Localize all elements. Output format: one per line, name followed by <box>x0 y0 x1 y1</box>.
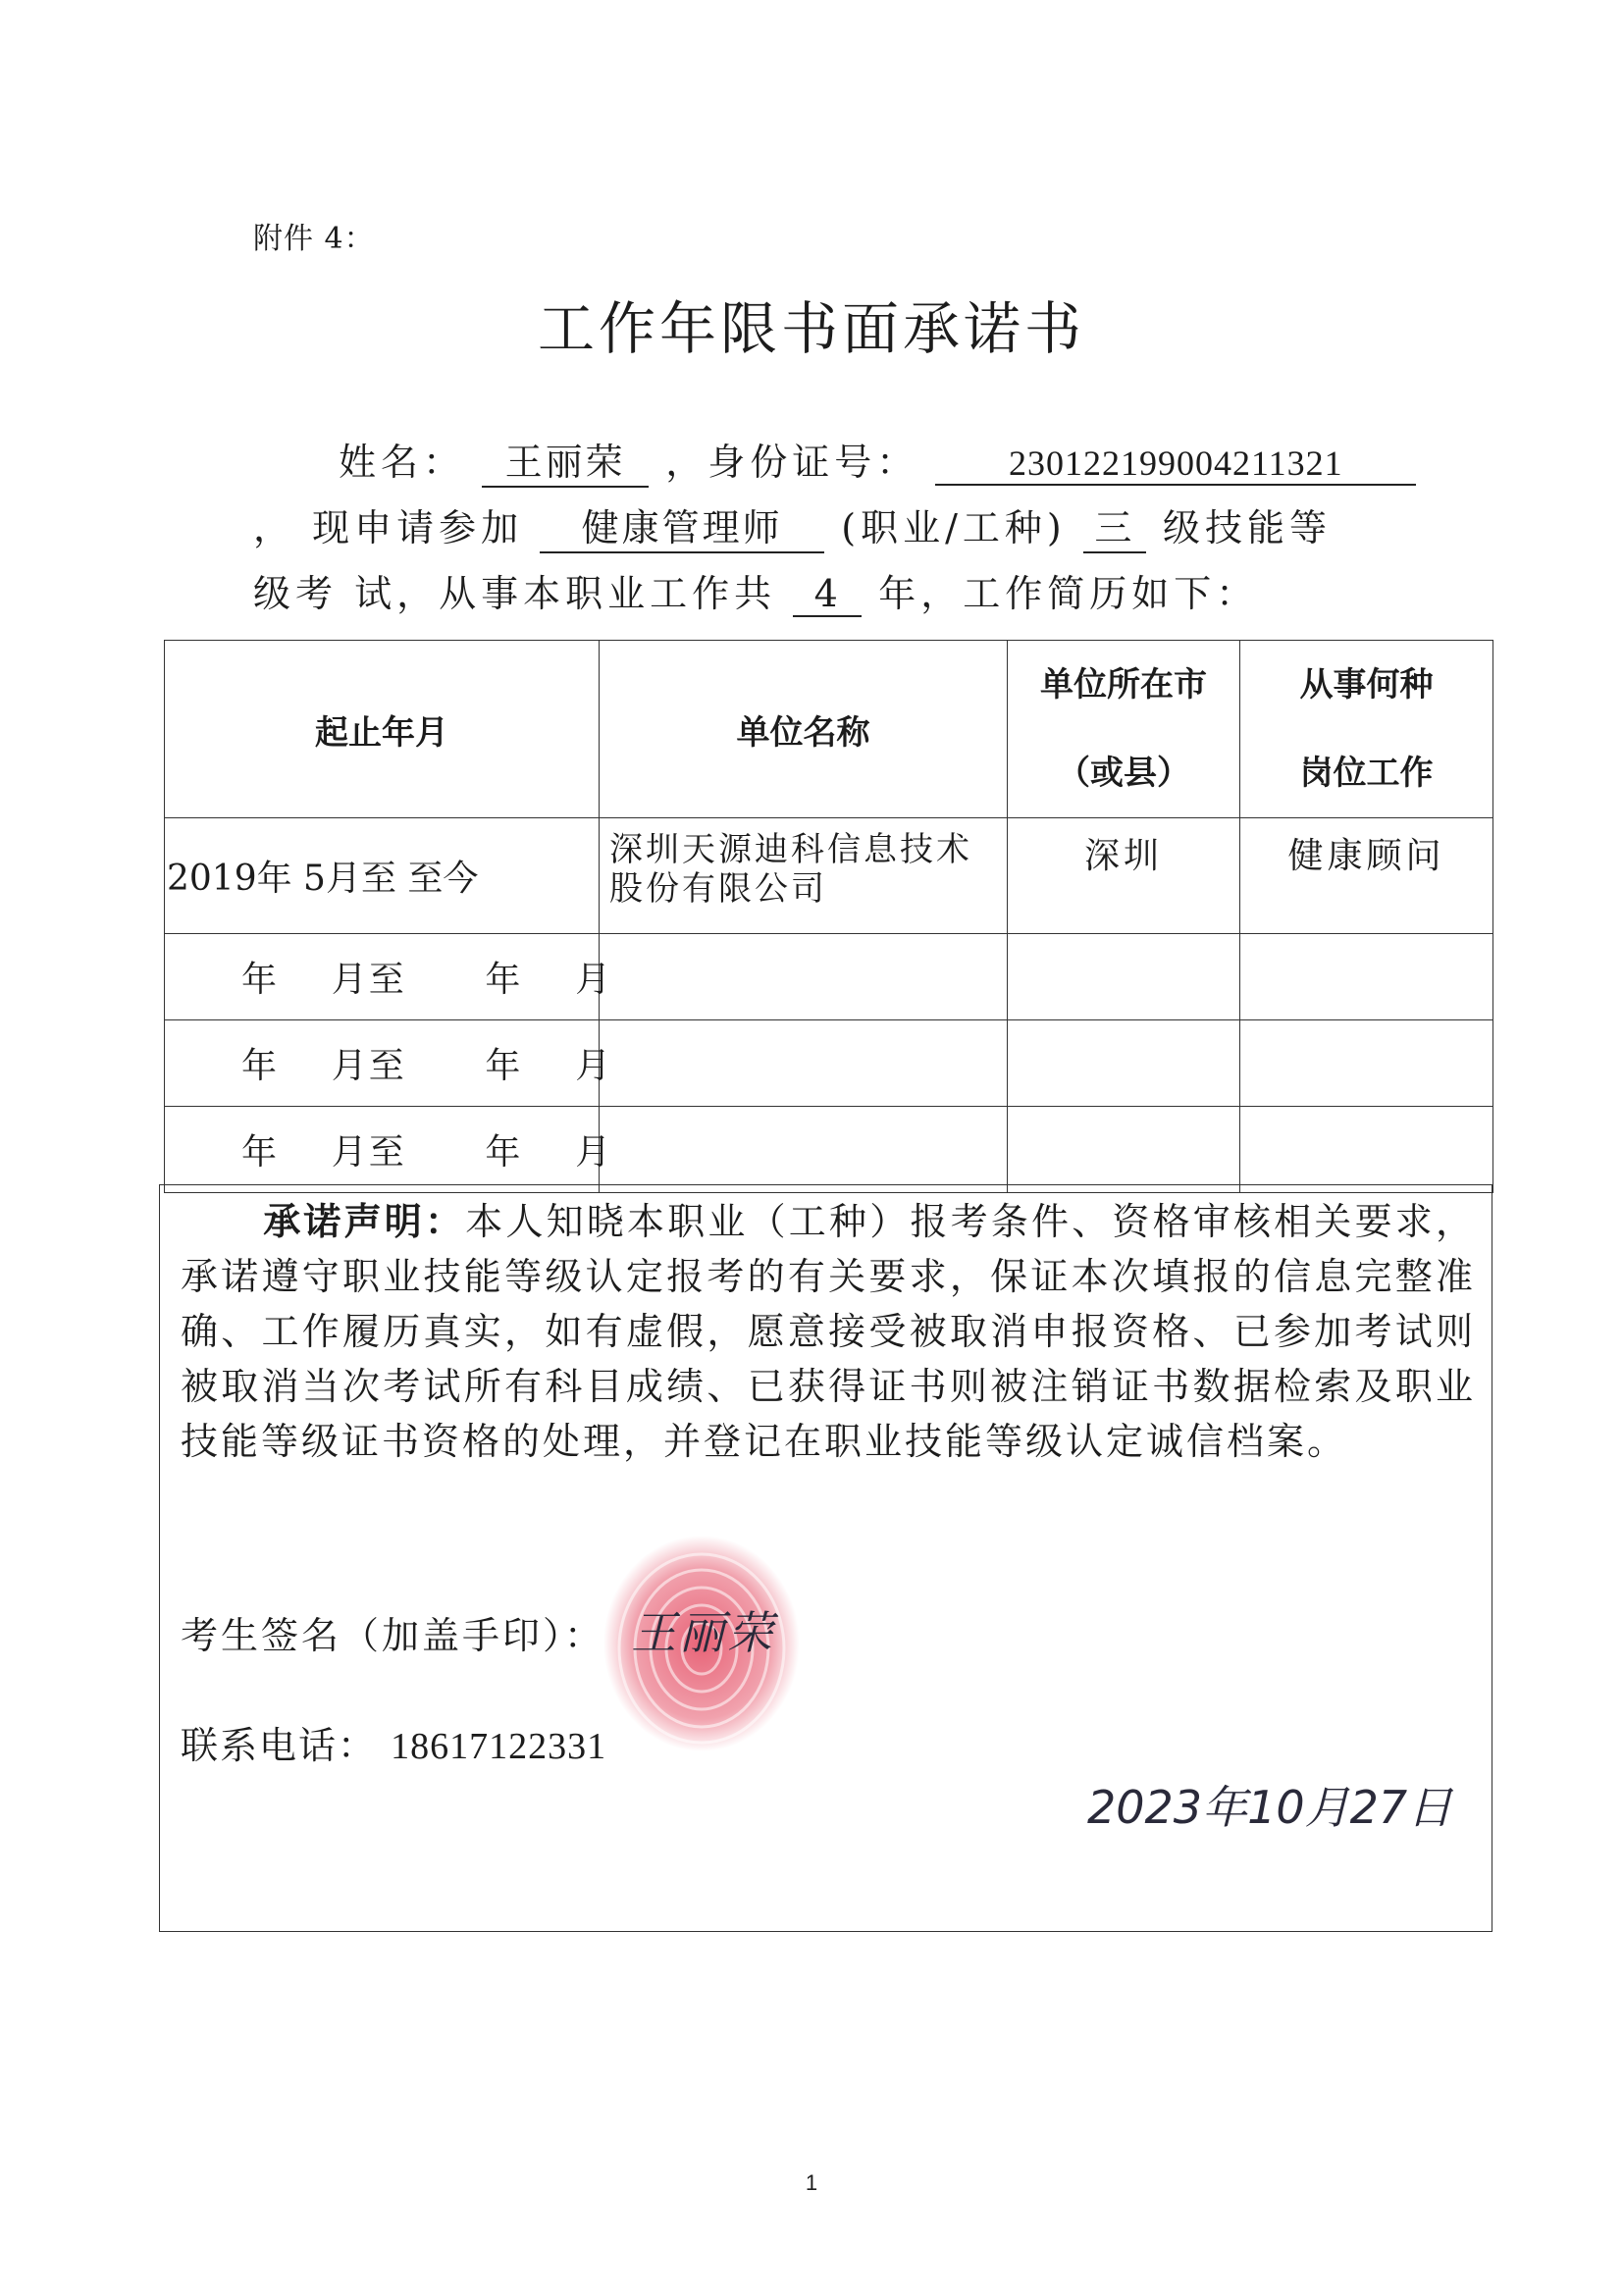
attachment-label: 附件 4： <box>253 222 375 256</box>
row-city <box>1008 1020 1240 1107</box>
declaration-paragraph <box>181 1194 1476 1469</box>
handwritten-date: 2023年10月27日 <box>1087 1781 1453 1834</box>
apply-prefix: ， 现申请参加 <box>253 506 524 549</box>
phone-row <box>181 1715 606 1769</box>
header-period: 起止年月 <box>165 641 600 818</box>
id-label: ，身份证号： <box>665 441 919 484</box>
row-company <box>600 934 1008 1020</box>
declaration-text: 本人知晓本职业（工种）报考条件、资格审核相关要求，承诺遵守职业技能等级认定报考的有关要求，保证本次填报的信息完整准确、工作履历真实，如有虚假，愿意接受被取消申报资格、已参加考试则被取消当次考试所有科目成绩、已获得证书则被注销证书数据检索及职业技能等级证书资格的处理，并登记在职业技能等级认定诚信档案。 <box>181 1200 1476 1463</box>
level-suffix: 级技能等 <box>1162 506 1332 549</box>
header-city: 单位所在市 （或县） <box>1008 641 1240 818</box>
exam-prefix: 级考 试，从事本职业工作共 <box>253 572 777 615</box>
occupation-field: 健康管理师 <box>540 497 824 553</box>
row-period: 年 月至 年 月 <box>165 1107 600 1193</box>
phone-label: 联系电话： <box>181 1724 378 1767</box>
document-title: 工作年限书面承诺书 <box>537 295 1085 362</box>
applicant-line-1 <box>339 432 1416 488</box>
phone-number: 18617122331 <box>391 1726 607 1767</box>
years-suffix: 年，工作简历如下： <box>878 572 1259 615</box>
table-row <box>165 1107 1493 1193</box>
id-number-field: 230122199004211321 <box>935 443 1416 486</box>
header-company: 单位名称 <box>600 641 1008 818</box>
row-city <box>1008 1107 1240 1193</box>
signature-row <box>181 1597 775 1662</box>
signature-label: 考生签名（加盖手印）： <box>181 1614 605 1657</box>
row-company <box>600 1020 1008 1107</box>
row-period: 2019年 5月至 至今 <box>165 818 600 934</box>
row-city <box>1008 934 1240 1020</box>
years-field: 4 <box>793 572 862 617</box>
declaration-heading: 承诺声明： <box>263 1200 466 1243</box>
row-period: 年 月至 年 月 <box>165 1020 600 1107</box>
page-number: 1 <box>805 2170 818 2195</box>
row-post <box>1240 934 1493 1020</box>
header-post: 从事何种 岗位工作 <box>1240 641 1493 818</box>
handwritten-signature: 王丽荣 <box>631 1606 776 1659</box>
work-history-table <box>164 640 1493 1193</box>
applicant-line-2 <box>253 497 1332 553</box>
level-field: 三 <box>1083 497 1146 553</box>
table-row <box>165 934 1493 1020</box>
row-period: 年 月至 年 月 <box>165 934 600 1020</box>
row-post <box>1240 1020 1493 1107</box>
table-row <box>165 818 1493 934</box>
applicant-line-3 <box>253 563 1258 617</box>
row-company <box>600 1107 1008 1193</box>
row-city: 深圳 <box>1008 818 1240 934</box>
row-post: 健康顾问 <box>1240 818 1493 934</box>
row-company: 深圳天源迪科信息技术股份有限公司 <box>600 818 1008 934</box>
name-label: 姓名： <box>339 441 466 484</box>
table-row <box>165 1020 1493 1107</box>
row-post <box>1240 1107 1493 1193</box>
table-header-row <box>165 641 1493 818</box>
name-field: 王丽荣 <box>482 432 649 488</box>
occupation-suffix: (职业/工种) <box>841 506 1067 549</box>
